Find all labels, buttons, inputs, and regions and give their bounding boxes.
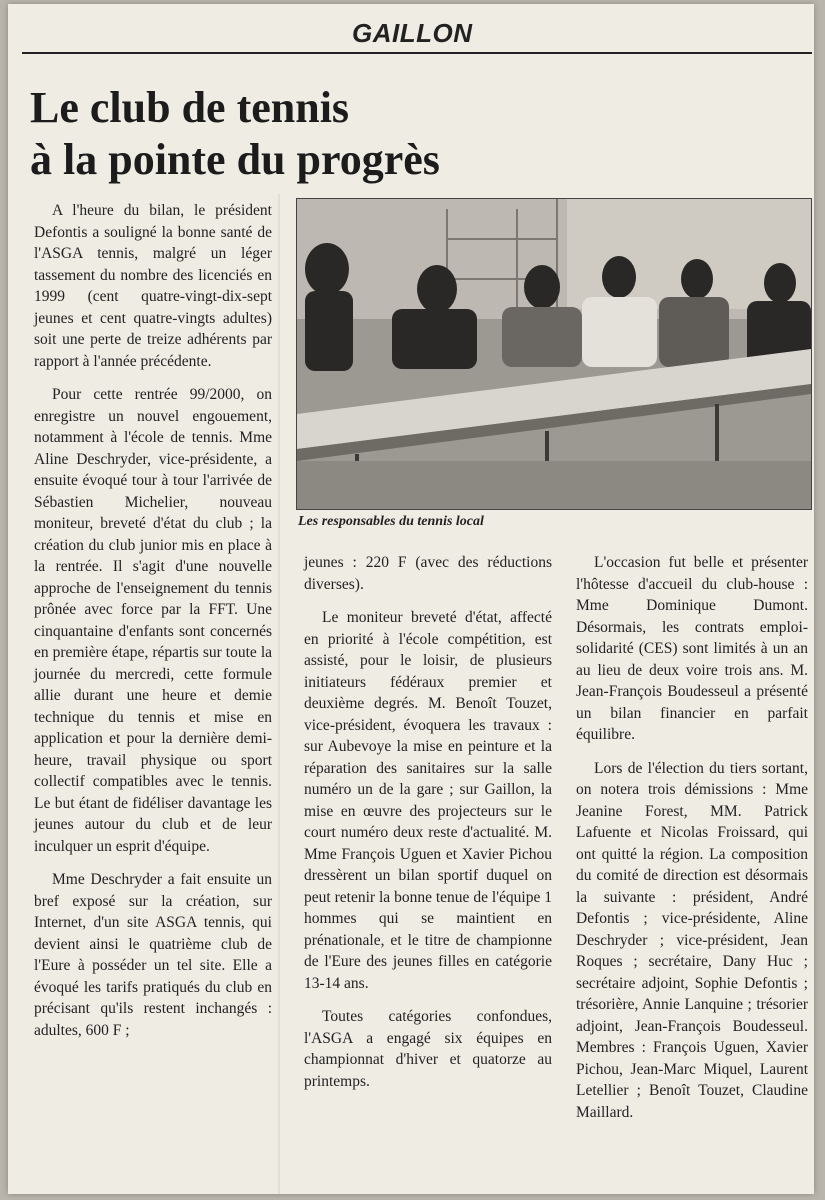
article-column-3 (576, 552, 808, 1135)
section-header (22, 16, 812, 52)
newspaper-clipping (8, 4, 814, 1194)
paragraph: L'occasion fut belle et présenter l'hôtesse d'accueil du club-house : Mme Dominique Dumont. Désormais, les contrats emploi-solidarité (CES) sont limités à un an au lieu de deux voire trois ans. M. Jean-François Boudesseul a présenté un bilan financier en parfait équilibre. (576, 554, 808, 743)
headline-line-1: Le club de tennis (30, 83, 350, 132)
headline (30, 82, 590, 186)
paragraph: Mme Deschryder a fait ensuite un bref exposé sur la création, sur Internet, d'un site ASGA tennis, qui devient ainsi le quatrième club de l'Eure à posséder un tel site. Elle a évoqué les tarifs pratiqués du club en précisant qu'ils restent inchangés : adultes, 600 F ; (34, 871, 272, 1039)
paper-crease (278, 194, 280, 1194)
paragraph: Pour cette rentrée 99/2000, on enregistre un nouvel engouement, notamment à l'école de tennis. Mme Aline Deschryder, vice-présidente, a ensuite évoqué tour à tour l'arrivée de Sébastien Michelier, nouveau moniteur, breveté d'état du club ; la création du club junior mis en place à la rentrée. Il s'agit d'une nouvelle approche de l'enseignement du tennis prônée avec force par la FFT. Une cinquantaine d'enfants sont concernés en première étape, répartis sur toute la journée du mercredi, cette formule allie durant une heure et demie technique du tennis et mise en application et pour la dernière demi-heure, travail physique ou sport collectif compatibles avec le tennis. Le but étant de fidéliser davantage les jeunes autour du club et de leur inculquer un esprit d'équipe. (34, 386, 272, 855)
meeting-photo-illustration (297, 199, 811, 509)
paragraph: A l'heure du bilan, le président Defontis a souligné la bonne santé de l'ASGA tennis, malgré un léger tassement du nombre des licenciés en 1999 (cent quatre-vingt-dix-sept jeunes et cent quatre-vingts adultes) soit une perte de treize adhérents par rapport à l'année précédente. (34, 202, 272, 370)
paragraph: Le moniteur breveté d'état, affecté en priorité à l'école compétition, est assisté, pour le loisir, de plusieurs initiateurs fédéraux premier et deuxième degrés. M. Benoît Touzet, vice-président, évoquera les travaux : sur Aubevoye la mise en peinture et la réparation des sanitaires sur la salle numéro un de la gare ; sur Gaillon, la mise en œuvre des projecteurs sur le court numéro deux reste d'actualité. M. Mme François Uguen et Xavier Pichou dressèrent un bilan sportif duquel on peut retenir la bonne tenue de l'équipe 1 hommes qui se maintient en prénationale, et le titre de championne de l'Eure des jeunes filles en catégorie 13-14 ans. (304, 609, 552, 992)
section-name: GAILLON (352, 18, 473, 48)
paragraph: Toutes catégories confondues, l'ASGA a engagé six équipes en championnat d'hiver et quatorze au printemps. (304, 1008, 552, 1090)
photo-caption: Les responsables du tennis local (298, 514, 484, 529)
article-column-1-top (34, 200, 272, 1053)
press-photo (296, 198, 812, 510)
headline-line-2: à la pointe du progrès (30, 135, 440, 184)
section-rule (22, 52, 812, 54)
paragraph: jeunes : 220 F (avec des réductions diverses). (304, 554, 552, 593)
article-column-2 (304, 552, 552, 1104)
paragraph: Lors de l'élection du tiers sortant, on notera trois démissions : Mme Jeanine Forest, MM. Patrick Lafuente et Nicolas Froissard, qui ont quitté la région. La composition du comité de direction est désormais la suivante : président, André Defontis ; vice-présidente, Aline Deschryder ; vice-président, Jean Roques ; secrétaire, Dany Huc ; secrétaire adjoint, Sophie Defontis ; trésorière, Annie Lanquine ; trésorier adjoint, Jean-François Boudesseul. Membres : François Uguen, Xavier Pichou, Jean-Marc Miquel, Laurent Letellier ; Benoît Touzet, Claudine Maillard. (576, 759, 808, 1121)
